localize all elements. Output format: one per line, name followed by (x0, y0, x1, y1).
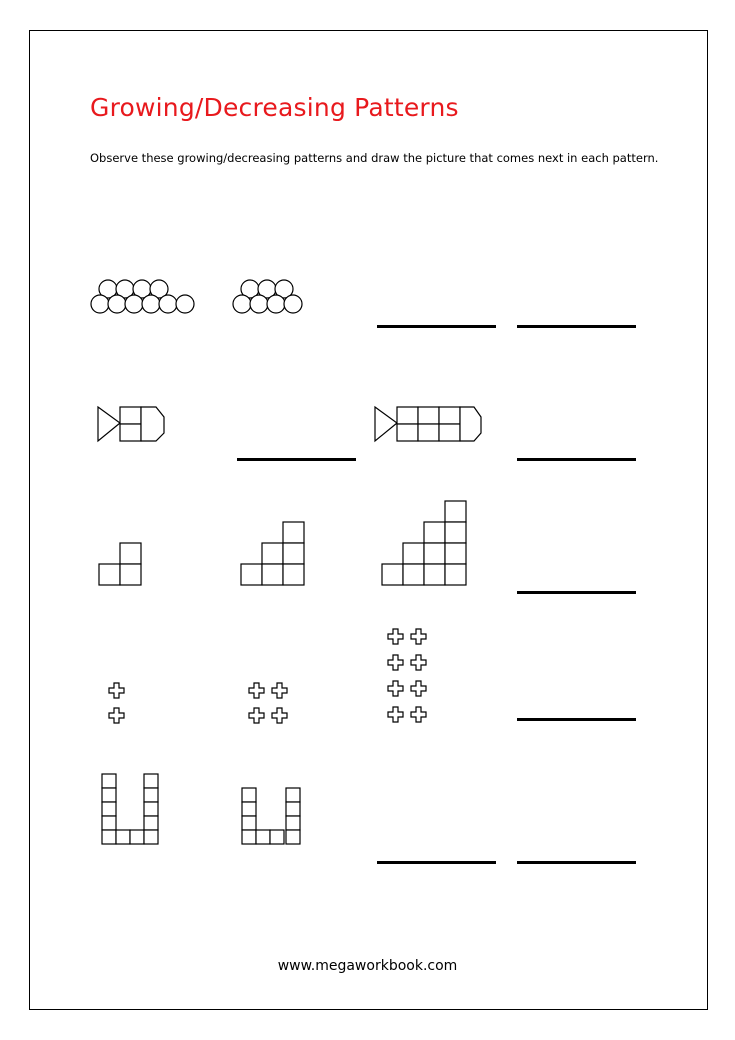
staircase-pattern-1 (99, 542, 144, 587)
worksheet-instructions: Observe these growing/decreasing patterns and draw the picture that comes next in each pattern. (90, 151, 659, 165)
answer-line-row2-4[interactable] (517, 458, 636, 461)
plus-pattern-2 (246, 680, 296, 730)
answer-line-row5-3[interactable] (377, 861, 496, 864)
u-shape-pattern-1 (101, 773, 166, 848)
answer-line-row3-4[interactable] (517, 591, 636, 594)
rocket-pattern-1 (98, 405, 168, 445)
rocket-pattern-3 (375, 405, 485, 445)
answer-line-row2-2[interactable] (237, 458, 356, 461)
worksheet-title: Growing/Decreasing Patterns (90, 93, 459, 122)
answer-line-row5-4[interactable] (517, 861, 636, 864)
footer-url[interactable]: www.megaworkbook.com (277, 958, 458, 974)
plus-pattern-1 (106, 680, 136, 730)
plus-pattern-3 (385, 626, 435, 730)
answer-line-row4-4[interactable] (517, 718, 636, 721)
staircase-pattern-2 (241, 521, 309, 587)
answer-line-row1-3[interactable] (377, 325, 496, 328)
u-shape-pattern-2 (241, 787, 306, 847)
answer-line-row1-4[interactable] (517, 325, 636, 328)
circles-pattern-2 (232, 275, 322, 320)
circles-pattern-1 (90, 275, 200, 320)
staircase-pattern-3 (382, 500, 470, 588)
